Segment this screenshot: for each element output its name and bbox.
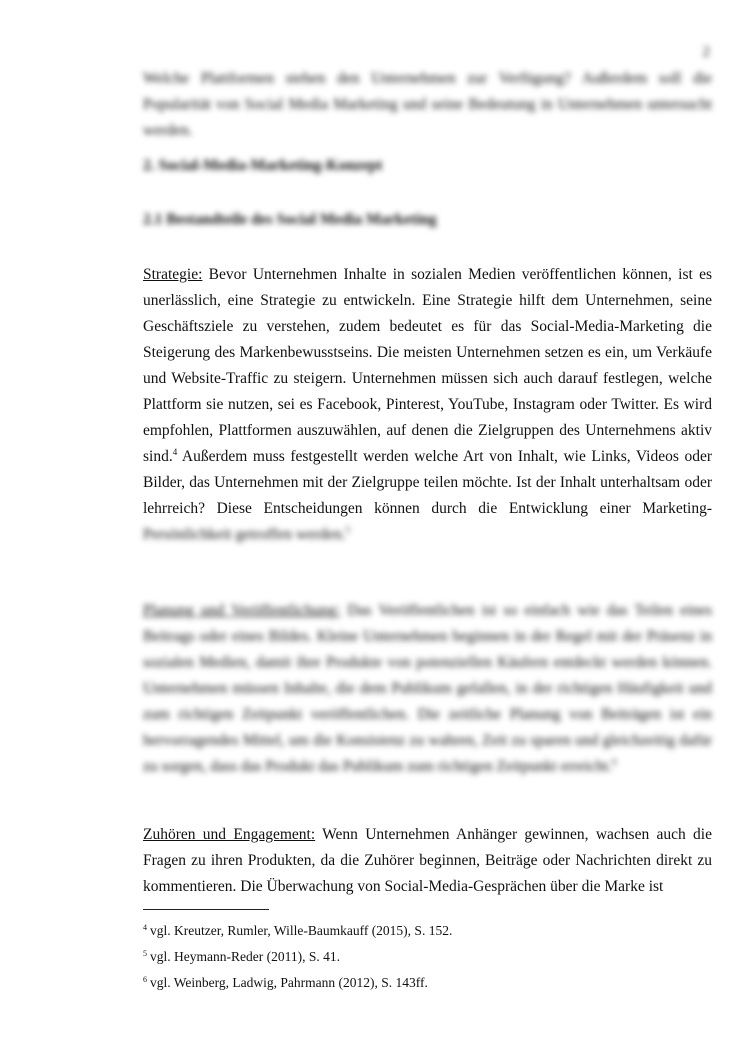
- footnote-ref-5[interactable]: 5: [345, 524, 350, 535]
- paragraph-zuhoeren: [143, 822, 712, 900]
- footnote-number: 5: [143, 948, 147, 958]
- footnote-number: 6: [143, 974, 147, 984]
- page-number: 2: [702, 44, 710, 60]
- zuhoeren-text: Wenn Unternehmen Anhänger gewinnen, wachsen auch die Fragen zu ihren Produkten, da die Zuhörer beginnen, Beiträge oder Nachrichten direkt zu kommentieren. Die Überwachung von Social-Media-Gesprächen über die Marke ist: [143, 826, 712, 895]
- strategy-text-2: Außerdem muss festgestellt werden welche Art von Inhalt, wie Links, Videos oder Bilder, das Unternehmen mit der Zielgruppe teilen möchte. Ist der Inhalt unterhaltsam oder lehrreich? Diese Entscheidungen können durch die Entwicklung einer Marketing-: [143, 448, 712, 517]
- subsection-heading: 2.1 Bestandteile des Social Media Marketing: [143, 211, 437, 228]
- footnote-number: 4: [143, 922, 147, 932]
- intro-paragraph: Welche Plattformen stehen den Unternehmen zur Verfügung? Außerdem soll die Popularität von Social Media Marketing und seine Bedeutung in Unternehmen untersucht werden.: [143, 70, 712, 139]
- footnote-text: vgl. Heymann-Reder (2011), S. 41.: [150, 949, 340, 964]
- footnote-5: [143, 944, 712, 970]
- footnotes: [143, 918, 712, 996]
- footnote-text: vgl. Kreutzer, Rumler, Wille-Baumkauff (2015), S. 152.: [150, 923, 453, 938]
- footnote-ref-4[interactable]: 4: [172, 446, 178, 457]
- strategy-text-blurred: Persönlichkeit getroffen werden.$^5$: [143, 524, 350, 543]
- zuhoeren-label: Zuhören und Engagement:: [143, 826, 316, 843]
- planung-text: Das Veröffentlichen ist so einfach wie das Teilen eines Beitrags oder eines Bildes. Kleine Unternehmen beginnen in der Regel mit der Präsenz in sozialen Medien, damit ihre Produkte von potenziellen Käufern entdeckt werden können. Unternehmen müssen Inhalte, die dem Publikum gefallen, in der richtigen Häufigkeit und zum richtigen Zeitpunkt veröffentlichen. Die zeitliche Planung von Beiträgen ist ein hervorragendes Mittel, um die Konsistenz zu wahren, Zeit zu sparen und gleichzeitig dafür zu sorgen, dass das Produkt das Publikum zum richtigen Zeitpunkt erreicht.: [143, 602, 712, 775]
- strategy-label: Strategie:: [143, 266, 203, 283]
- footnote-ref-6[interactable]: 6: [611, 756, 617, 767]
- footnote-text: vgl. Weinberg, Ladwig, Pahrmann (2012), S. 143ff.: [150, 975, 428, 990]
- paragraph-strategy: [143, 262, 712, 548]
- strategy-text-1: Bevor Unternehmen Inhalte in sozialen Medien veröffentlichen können, ist es unerlässlich, eine Strategie zu entwickeln. Eine Strategie hilft dem Unternehmen, seine Geschäftsziele zu verstehen, zudem bedeutet es für das Social-Media-Marketing die Steigerung des Markenbewusstseins. Die meisten Unternehmen setzen es ein, um Verkäufe und Website-Traffic zu steigern. Unternehmen müssen sich auch darauf festlegen, welche Plattform sie nutzen, sei es Facebook, Pinterest, YouTube, Instagram oder Twitter. Es wird empfohlen, Plattformen auszuwählen, auf denen die Zielgruppen des Unternehmens aktiv sind.: [143, 266, 712, 465]
- footnote-4: [143, 918, 712, 944]
- planung-label: Planung und Veröffentlichung:: [143, 602, 341, 619]
- footnote-divider: [143, 909, 269, 910]
- section-heading: 2. Social-Media-Marketing-Konzept: [143, 157, 383, 174]
- footnote-6: [143, 970, 712, 996]
- paragraph-planung: [143, 598, 712, 780]
